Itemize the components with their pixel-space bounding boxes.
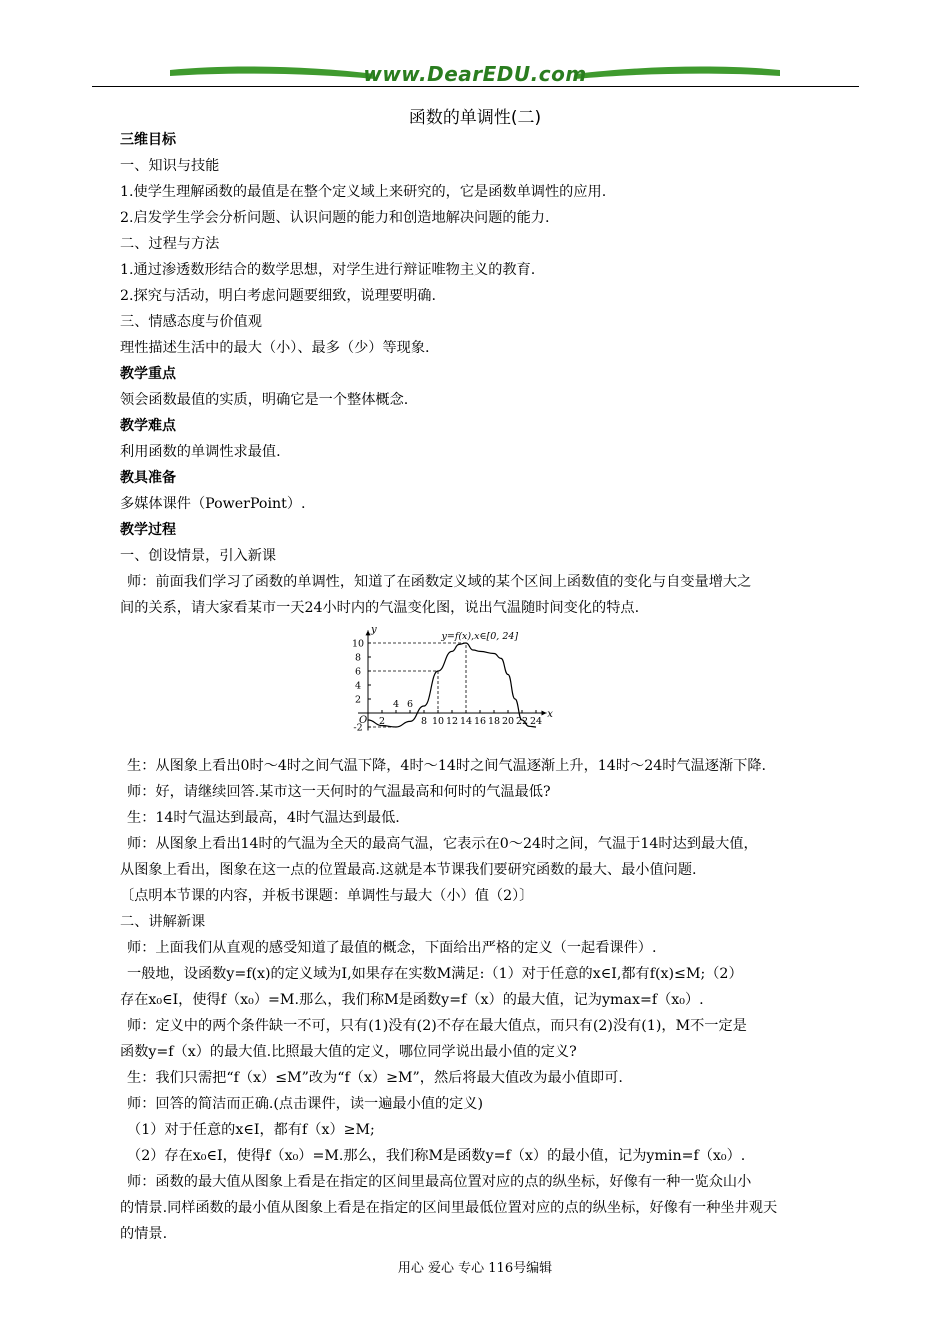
text-line: 从图象上看出，图象在这一点的位置最高.这就是本节课我们要研究函数的最大、最小值问题. — [120, 862, 697, 878]
y-tick-label: 4 — [354, 680, 362, 692]
x-tick-label: 12 — [445, 716, 459, 727]
text-line: 一般地，设函数y=f(x)的定义域为I,如果存在实数M满足:（1）对于任意的x∈I,都有f(x)≤M;（2） — [127, 966, 743, 982]
text-line: 多媒体课件（PowerPoint）. — [120, 496, 306, 512]
guide-10-dashed — [368, 671, 438, 713]
text-line: 三、情感态度与价值观 — [120, 314, 262, 330]
text-line: （2）存在x₀∈I，使得f（x₀）=M.那么，我们称M是函数y=f（x）的最小值，记为ymin=f（x₀）. — [127, 1148, 746, 1164]
text-line: 的情景. — [120, 1226, 168, 1242]
origin-label: O — [359, 715, 368, 726]
text-line: 领会函数最值的实质，明确它是一个整体概念. — [120, 392, 409, 408]
temperature-graph-svg — [351, 623, 588, 751]
section-heading: 三维目标 — [120, 132, 176, 148]
document-body — [120, 127, 865, 1247]
text-line: 师：函数的最大值从图象上看是在指定的区间里最高位置对应的点的纵坐标，好像有一种一览众山小 — [127, 1174, 752, 1190]
logo-text: www.DearEDU.com — [363, 62, 587, 86]
max-guide-dashed — [368, 643, 466, 713]
header-rule — [92, 86, 859, 87]
text-line: 师：前面我们学习了函数的单调性，知道了在函数定义域的某个区间上函数值的变化与自变量增大之 — [127, 574, 752, 590]
temperature-graph — [120, 621, 865, 753]
x-axis-label: x — [547, 709, 553, 720]
x-tick-label: 10 — [431, 716, 445, 727]
y-tick-label: 8 — [354, 652, 362, 664]
text-line: 1.使学生理解函数的最值是在整个定义域上来研究的，它是函数单调性的应用. — [120, 184, 607, 200]
text-line: 2.启发学生学会分析问题、认识问题的能力和创造地解决问题的能力. — [120, 210, 550, 226]
section-heading: 教具准备 — [120, 470, 176, 486]
y-axis-label: y — [371, 624, 377, 636]
page-footer: 用心 爱心 专心 116号编辑 — [397, 1261, 553, 1276]
section-heading: 教学重点 — [120, 366, 176, 382]
page-header — [0, 0, 950, 100]
text-line: 一、知识与技能 — [120, 158, 220, 174]
text-line: 理性描述生活中的最大（小）、最多（少）等现象. — [120, 340, 430, 356]
temperature-curve — [368, 643, 536, 727]
x-tick-label: 2 — [378, 716, 386, 727]
text-line: 利用函数的单调性求最值. — [120, 444, 281, 460]
dearedu-logo — [170, 60, 780, 88]
text-line: 生：14时气温达到最高，4时气温达到最低. — [127, 810, 400, 826]
text-line: 师：好，请继续回答.某市这一天何时的气温最高和何时的气温最低? — [127, 784, 551, 800]
text-line: 〔点明本节课的内容，并板书课题：单调性与最大（小）值（2）〕 — [120, 888, 534, 904]
text-line: 生：我们只需把“f（x）≤M”改为“f（x）≥M”，然后将最大值改为最小值即可. — [127, 1070, 623, 1086]
text-line: 师：从图象上看出14时的气温为全天的最高气温，它表示在0～24时之间，气温于14时达到最大值， — [127, 836, 758, 852]
text-line: 二、过程与方法 — [120, 236, 220, 252]
page-title: 函数的单调性(二) — [408, 108, 542, 128]
text-line: （1）对于任意的x∈I，都有f（x）≥M; — [127, 1122, 375, 1138]
text-line: 师：定义中的两个条件缺一不可，只有(1)没有(2)不存在最大值点，而只有(2)没有(1)，M不一定是 — [127, 1018, 747, 1034]
text-line: 师：上面我们从直观的感受知道了最值的概念，下面给出严格的定义（一起看课件）. — [127, 940, 657, 956]
x-tick-label: 14 — [459, 716, 473, 727]
section-heading: 教学难点 — [120, 418, 176, 434]
text-line: 的情景.同样函数的最小值从图象上看是在指定的区间里最低位置对应的点的纵坐标，好像有一种坐井观天 — [120, 1200, 778, 1216]
y-tick-label: 10 — [351, 638, 365, 650]
text-line: 师：回答的简洁而正确.(点击课件，读一遍最小值的定义) — [127, 1096, 484, 1112]
x-tick-label: 6 — [406, 699, 414, 710]
y-tick-label: -2 — [353, 722, 363, 734]
graph-function-label: y=f(x),x∈[0, 24] — [441, 630, 519, 642]
x-tick-label: 8 — [420, 716, 428, 727]
x-tick-label: 20 — [501, 716, 515, 727]
x-tick-label: 24 — [529, 716, 543, 727]
y-axis-arrow-icon — [366, 630, 371, 635]
x-tick-label: 4 — [392, 699, 400, 710]
text-line: 间的关系，请大家看某市一天24小时内的气温变化图，说出气温随时间变化的特点. — [120, 600, 640, 616]
y-tick-label: 6 — [354, 666, 362, 678]
text-line: 生：从图象上看出0时～4时之间气温下降，4时～14时之间气温逐渐上升，14时～24时气温逐渐下降. — [127, 758, 767, 774]
x-tick-label: 18 — [487, 716, 501, 727]
text-line: 一、创设情景，引入新课 — [120, 548, 277, 564]
text-line: 1.通过渗透数形结合的数学思想，对学生进行辩证唯物主义的教育. — [120, 262, 536, 278]
text-line: 存在x₀∈I，使得f（x₀）=M.那么，我们称M是函数y=f（x）的最大值，记为ymax=f（x₀）. — [120, 992, 704, 1008]
x-axis-arrow-icon — [542, 711, 547, 716]
text-line: 二、讲解新课 — [120, 914, 206, 930]
text-line: 2.探究与活动，明白考虑问题要细致，说理要明确. — [120, 288, 436, 304]
section-heading: 教学过程 — [120, 522, 176, 538]
text-line: 函数y=f（x）的最大值.比照最大值的定义，哪位同学说出最小值的定义? — [120, 1044, 577, 1060]
y-tick-label: 2 — [354, 694, 362, 706]
x-tick-label: 16 — [473, 716, 487, 727]
x-tick-label: 22 — [515, 716, 529, 727]
